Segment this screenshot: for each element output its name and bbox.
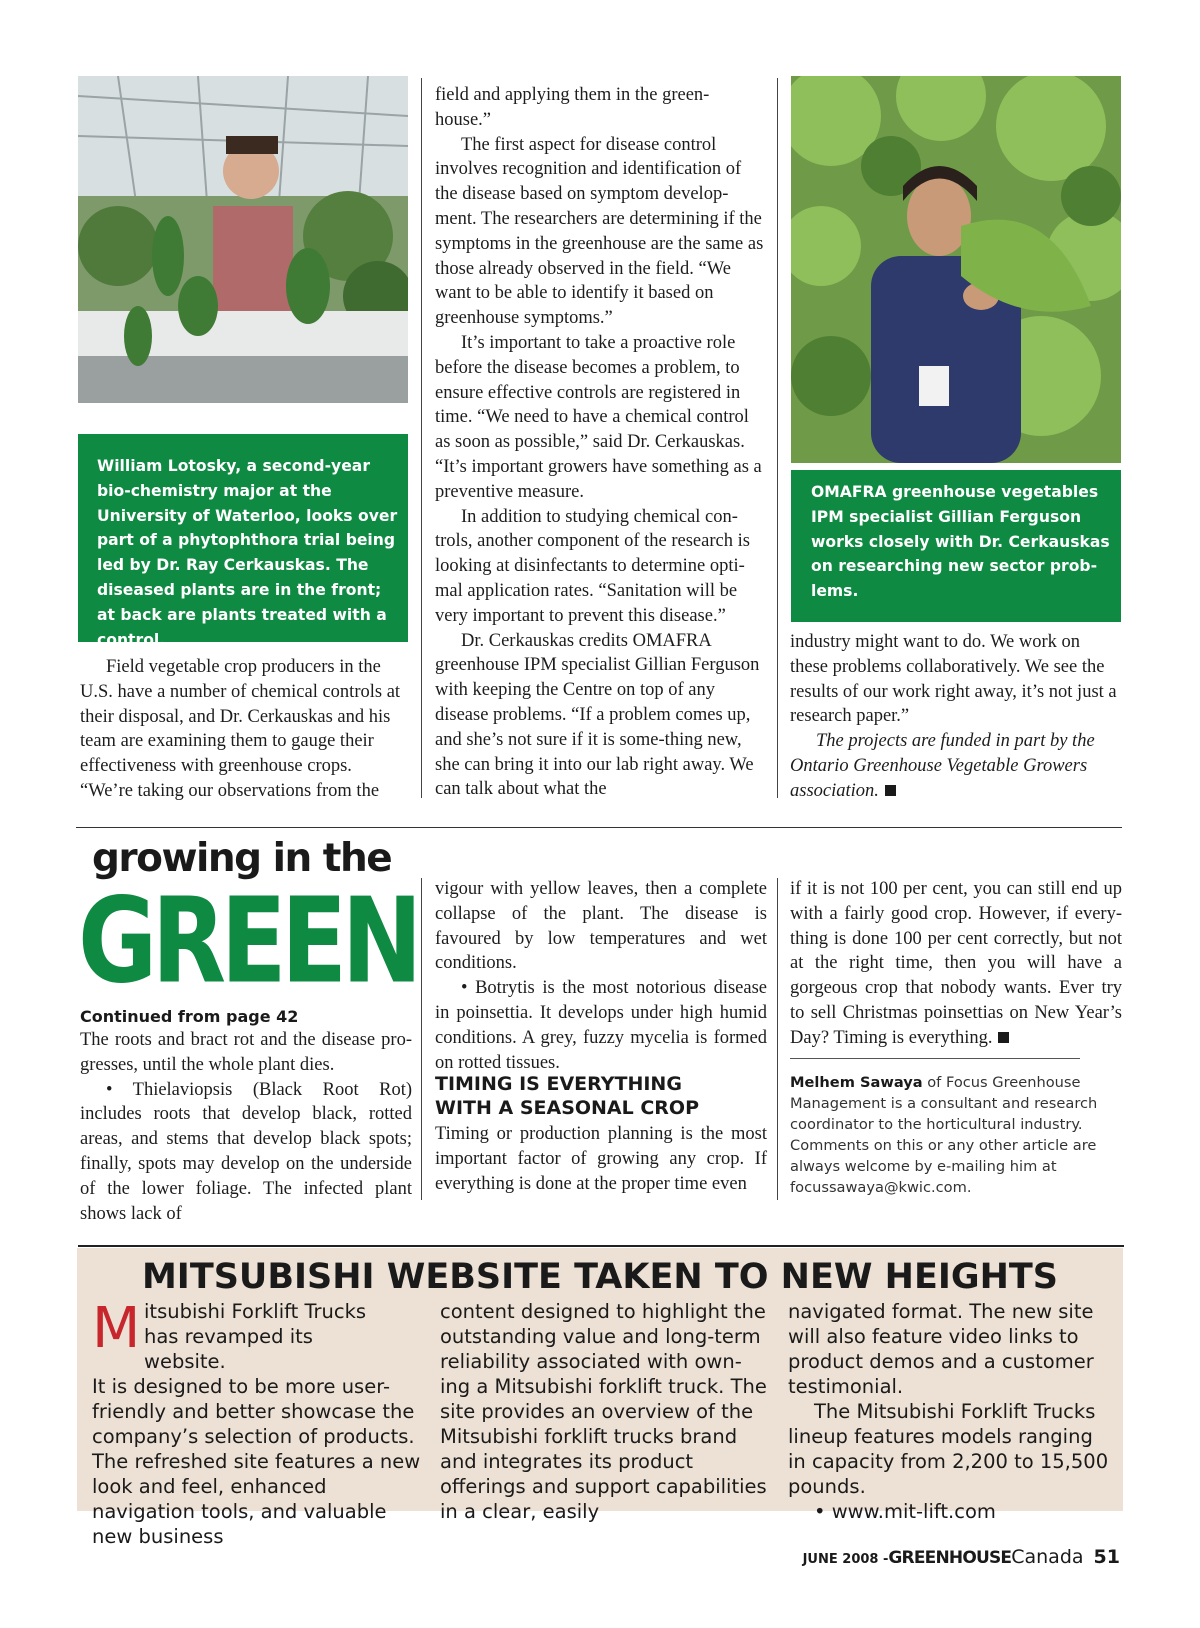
byline-author-name: Melhem Sawaya [790,1074,923,1091]
footer-page-number: 51 [1093,1546,1120,1568]
page-footer [803,1546,1120,1568]
top-col2-paragraph-3: It’s important to take a proactive role before the disease becomes a problem, to ensure effective controls are registered in time. “We need to have a chemical control as soon as possible,” said Dr. Cerkauskas. “It’s important growers have something as a preventive measure. [435,332,762,502]
mid-col3-paragraph-text: if it is not 100 per cent, you can still end up with a fairly good crop. However, if every-thing is done 100 per cent correctly, but not at the right time, then you will have a gorgeous crop that nobody wants. Ever try to sell Christmas poinsettias on New Year’s Day? Timing is everything. [790,879,1122,1048]
ad-col3-paragraph-2: The Mitsubishi Forklift Trucks lineup features models ranging in capacity from 2,200 to 15,500 pounds. [788,1400,1109,1498]
photo-ferguson-graphic [791,76,1121,463]
continued-from-label: Continued from page 42 [80,1007,299,1026]
top-col2-paragraph-4: In addition to studying chemical con-trols, another component of the research is looking at disinfectants to determine opti-mal application rates. “Sanitation will be very important to prevent this disease.” [435,506,750,626]
photo-ferguson-cucumbers [791,76,1121,463]
byline-author-bio: of Focus Greenhouse Management is a consultant and research coordinator to the horticultural industry. Comments on this or any other article are always welcome by e-mailing him at focussawaya@kwic.com. [790,1074,1098,1196]
timing-subhead-line-1: TIMING IS EVERYTHING [435,1073,682,1095]
top-col2-paragraph-2: The first aspect for disease control involves recognition and identification of the disease based on symptom develop-ment. The researchers are determining if the symptoms in the greenhouse are the same as those already observed in the field. “We want to be able to identify it based on greenhouse symptoms.” [435,134,764,329]
caption-lotosky-text: William Lotosky, a second-year bio-chemistry major at the University of Waterloo, looks over part of a phytophthora trial being led by Dr. Ray Cerkauskas. The diseased plants are in the front; at back are plants treated with a control. [97,457,398,649]
timing-subhead [435,1072,767,1120]
mid-col2-paragraph-1: vigour with yellow leaves, then a complete collapse of the plant. The disease is favoured by low temperatures and wet conditions. [435,879,767,974]
mid-rule-1 [421,878,422,1200]
top-col3-body [790,630,1122,804]
top-rule-2 [777,78,778,798]
ad-col3-website: • www.mit-lift.com [814,1500,996,1523]
caption-ferguson [791,470,1121,622]
ad-col2-paragraph: content designed to highlight the outstanding value and long-term reliability associated with own-ing a Mitsubishi forklift truck. The site provides an overview of the Mitsubishi forklift trucks brand and integrates its product offerings and support capabilities in a clear, easily [440,1300,767,1523]
mid-col3-paragraph [790,877,1122,1051]
top-col3-credit [790,729,1122,803]
timing-subhead-line-2: WITH A SEASONAL CROP [435,1097,700,1119]
top-col1-body [80,655,402,804]
ad-headline: MITSUBISHI WEBSITE TAKEN TO NEW HEIGHTS [141,1257,1059,1297]
mid-col3-body [790,877,1122,1051]
mid-col2-body [435,877,767,1075]
mid-col1-paragraph-1: The roots and bract rot and the disease pro-gresses, until the whole plant dies. [80,1030,412,1075]
top-col3-paragraph-1: industry might want to do. We work on these problems collaboratively. We see the results of our work right away, it’s not just a research paper.” [790,632,1117,727]
top-col1-paragraph: Field vegetable crop producers in the U.S. have a number of chemical controls at their disposal, and Dr. Cerkauskas and his team are examining them to gauge their effectiveness with greenhouse crops. “We’re taking our observations from the [80,657,401,801]
ad-col1 [92,1296,422,1549]
mid-col2-paragraph-2: • Botrytis is the most notorious disease in poinsettia. It develops under high humid conditions. A grey, fuzzy mycelia is formed on rotted tissues. [435,978,767,1073]
end-mark-icon [885,785,896,796]
mid-col2-body-lower [435,1122,767,1196]
top-rule-1 [421,78,422,798]
logo-growing-in-the: growing in the [92,836,392,881]
top-col2-paragraph-1: field and applying them in the green-house.” [435,85,710,130]
section-divider-top [76,827,1122,828]
footer-brand-light: Canada [1011,1546,1084,1568]
footer-brand-bold: GREENHOUSE [888,1548,1012,1568]
mid-col2-paragraph-3: Timing or production planning is the most important factor of growing any crop. If everything is done at the proper time even [435,1124,767,1194]
mid-col1-paragraph-2: • Thielaviopsis (Black Root Rot) includes roots that develop black, rotted areas, and stems that develop black spots; finally, spots may develop on the underside of the lower foliage. The infected plant shows lack of [80,1079,412,1224]
ad-col3 [788,1299,1113,1524]
byline-rule [790,1058,1080,1059]
top-col2-paragraph-5: Dr. Cerkauskas credits OMAFRA greenhouse IPM specialist Gillian Ferguson with keeping the Centre on top of any disease problems. “If a problem comes up, and she’s not sure if it is some-thing new, she can bring it into our lab right away. We can talk about what the [435,630,760,800]
mid-col1-body [80,1028,412,1226]
top-col2-body [435,83,765,802]
ad-col1-paragraph: It is designed to be more user-friendly and better showcase the company’s selection of products. The refreshed site features a new look and feel, enhanced navigation tools, and valuable new business [92,1375,421,1548]
caption-ferguson-text: OMAFRA greenhouse vegetables IPM specialist Gillian Ferguson works closely with Dr. Cerkauskas on researching new sector prob-lems. [811,483,1110,601]
ad-col1-lead-text: itsubishi Forklift Trucks has revamped its website. [144,1300,367,1373]
ad-col2 [440,1299,770,1524]
footer-date: JUNE 2008 - [802,1552,889,1567]
section-divider-ad [78,1245,1124,1247]
top-col3-credit-text: The projects are funded in part by the Ontario Greenhouse Vegetable Growers association. [790,731,1095,801]
photo-lotosky-greenhouse [78,76,408,403]
ad-col3-paragraph-1: navigated format. The new site will also feature video links to product demos and a customer testimonial. [788,1300,1094,1398]
ad-dropcap: M [92,1296,141,1361]
caption-lotosky [78,434,408,649]
logo-green: GREEN [78,872,417,1010]
author-byline [790,1072,1100,1198]
end-mark-icon [998,1032,1009,1043]
photo-lotosky-graphic [78,76,408,403]
growing-in-the-green-logo [78,836,418,1011]
mid-rule-2 [777,878,778,1200]
